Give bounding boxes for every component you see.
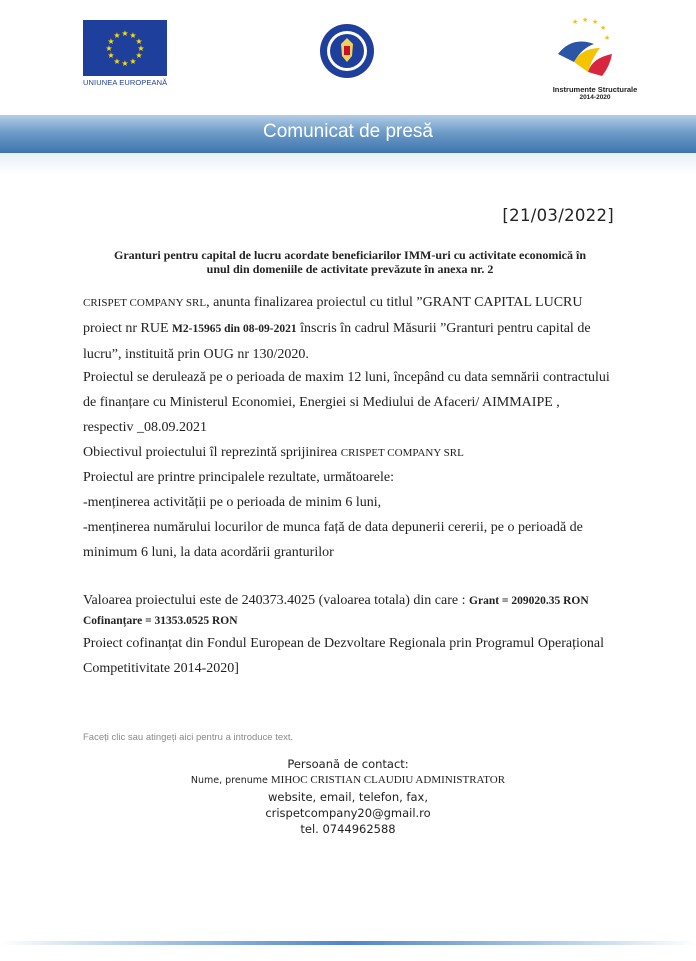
duration-text-1: Proiectul se derulează pe o perioada de maxim 12 luni, începând cu data semnării contractului	[83, 370, 610, 385]
paragraph-objective	[83, 440, 613, 466]
contact-channels: website, email, telefon, fax,	[268, 790, 428, 804]
announcement-text-1: , anunta finalizarea proiectul cu titlul ”GRANT CAPITAL LUCRU	[206, 295, 583, 310]
svg-text:★: ★	[604, 34, 611, 42]
svg-text:★: ★	[107, 37, 115, 46]
banner-shadow	[0, 153, 696, 175]
svg-text:★: ★	[135, 51, 143, 60]
romanian-coat-of-arms-icon	[318, 22, 376, 80]
svg-text:★: ★	[107, 51, 115, 60]
release-date: [21/03/2022]	[502, 206, 614, 225]
contact-heading: Persoană de contact:	[287, 757, 409, 771]
text-placeholder-field[interactable]: Faceți clic sau atingeți aici pentru a introduce text.	[83, 732, 294, 743]
company-name-2: CRISPET COMPANY SRL	[340, 447, 464, 459]
paragraph-announcement	[83, 290, 613, 367]
svg-text:★: ★	[113, 31, 121, 40]
contact-name-line	[120, 772, 576, 789]
svg-text:★: ★	[600, 24, 607, 32]
funding-text-1: Proiect cofinanțat din Fondul European de Dezvoltare Regionala prin Programul Operațional	[83, 636, 604, 651]
svg-text:★: ★	[572, 18, 579, 26]
contact-name-label: Nume, prenume	[190, 775, 271, 786]
footer-rule	[0, 941, 696, 945]
instrumente-structurale-caption	[540, 85, 650, 101]
subtitle-line-1: Granturi pentru capital de lucru acordate beneficiarilor IMM-uri cu activitate economică în	[113, 248, 587, 262]
svg-text:★: ★	[105, 44, 113, 53]
eu-flag-logo	[83, 20, 167, 76]
cofinancing-amount: Cofinanțare = 31353.0525 RON	[83, 615, 238, 627]
contact-email: crispetcompany20@gmail.ro	[265, 806, 431, 820]
svg-text:★: ★	[592, 18, 599, 26]
announcement-text-4: lucru”, instituită prin OUG nr 130/2020.	[83, 347, 309, 362]
announcement-text-3: înscris în cadrul Măsurii ”Granturi pentru capital de	[296, 321, 591, 336]
is-years: 2014-2020	[579, 94, 611, 101]
eu-stars-icon	[83, 20, 167, 76]
subtitle-line-2: unul din domeniile de activitate prevăzute în anexa nr. 2	[206, 262, 494, 276]
result-item-2-line-2: minimum 6 luni, la data acordării granturilor	[83, 545, 334, 560]
contact-name-value: MIHOC CRISTIAN CLAUDIU ADMINISTRATOR	[270, 774, 506, 786]
project-code: M2-15965 din 08-09-2021	[172, 323, 297, 335]
svg-text:★: ★	[137, 44, 145, 53]
svg-text:★: ★	[121, 59, 129, 68]
value-text: Valoarea proiectului este de 240373.4025 (valoarea totala) din care :	[83, 593, 470, 608]
contact-block	[120, 756, 576, 837]
company-name: CRISPET COMPANY SRL	[83, 297, 207, 309]
paragraph-duration	[83, 365, 613, 440]
duration-text-2: de finanțare cu Ministerul Economiei, Energiei si Mediului de Afaceri/ AIMMAIPE ,	[83, 395, 560, 410]
paragraph-results	[83, 465, 613, 565]
results-intro: Proiectul are printre principalele rezultate, următoarele:	[83, 470, 394, 485]
svg-text:★: ★	[129, 31, 137, 40]
press-release-banner	[0, 115, 696, 153]
svg-text:★: ★	[113, 57, 121, 66]
result-item-2-line-1: -menținerea numărului locurilor de munca față de data depunerii cererii, pe o perioadă de	[83, 520, 583, 535]
structural-instruments-emblem-icon	[552, 14, 624, 84]
is-title: Instrumente Structurale	[552, 85, 638, 94]
duration-text-3: respectiv _08.09.2021	[83, 420, 208, 435]
funding-text-2: Competitivitate 2014-2020]	[83, 661, 239, 676]
svg-text:★: ★	[121, 29, 129, 38]
banner-title: Comunicat de presă	[262, 121, 434, 142]
government-seal-logo	[318, 22, 376, 80]
svg-text:★: ★	[135, 37, 143, 46]
instrumente-structurale-logo	[552, 14, 624, 84]
eu-caption: UNIUNEA EUROPEANĂ	[83, 78, 168, 87]
document-subtitle	[70, 248, 630, 276]
paragraph-funding	[83, 631, 613, 681]
contact-phone: tel. 0744962588	[300, 822, 396, 836]
grant-amount: Grant = 209020.35 RON	[469, 595, 589, 607]
svg-text:★: ★	[129, 57, 137, 66]
svg-text:★: ★	[582, 16, 589, 24]
objective-text: Obiectivul proiectului îl reprezintă sprijinirea	[83, 445, 341, 460]
announcement-text-2: proiect nr RUE	[83, 321, 173, 336]
result-item-1: -menținerea activității pe o perioada de minim 6 luni,	[83, 495, 382, 510]
